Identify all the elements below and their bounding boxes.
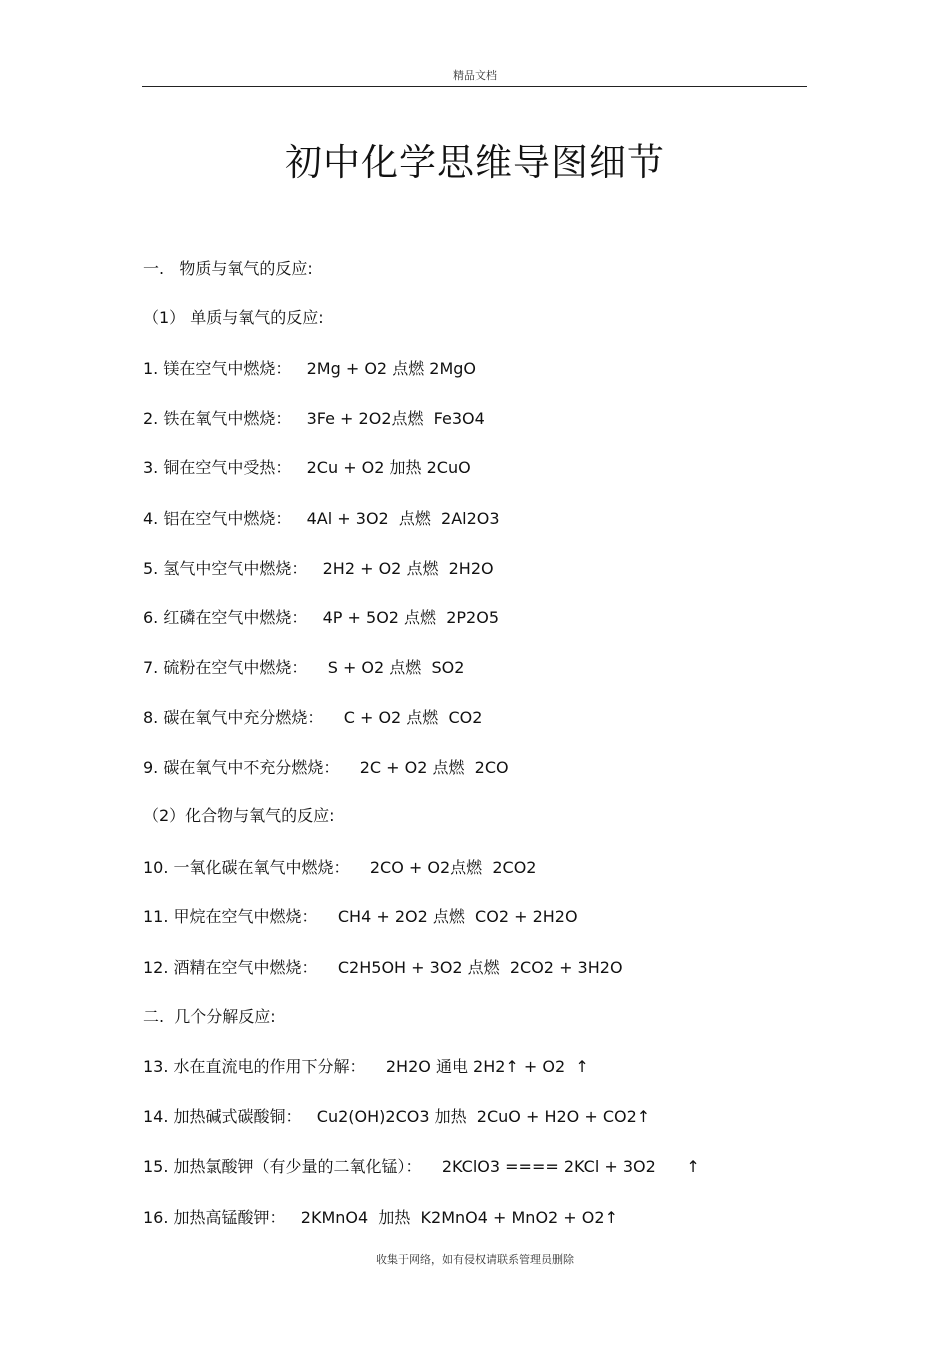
document-title: 初中化学思维导图细节 [285, 141, 665, 184]
section-heading-2: 二. 几个分解反应: [143, 1007, 276, 1026]
reaction-line-16: 16. 加热高锰酸钾： 2KMnO4 加热 K2MnO4 + MnO2 + O2↑ [143, 1208, 618, 1227]
page-footer-text: 收集于网络，如有侵权请联系管理员删除 [376, 1253, 574, 1266]
reaction-line-11: 11. 甲烷在空气中燃烧： CH4 + 2O2 点燃 CO2 + 2H2O [143, 907, 578, 926]
subsection-heading-1: （1） 单质与氧气的反应: [143, 308, 324, 327]
reaction-line-10: 10. 一氧化碳在氧气中燃烧： 2CO + O2点燃 2CO2 [143, 858, 537, 877]
reaction-line-5: 5. 氢气中空气中燃烧： 2H2 + O2 点燃 2H2O [143, 559, 494, 578]
page-header-text: 精品文档 [453, 69, 497, 82]
reaction-line-2: 2. 铁在氧气中燃烧： 3Fe + 2O2点燃 Fe3O4 [143, 409, 485, 428]
reaction-line-12: 12. 酒精在空气中燃烧： C2H5OH + 3O2 点燃 2CO2 + 3H2O [143, 958, 623, 977]
reaction-line-1: 1. 镁在空气中燃烧： 2Mg + O2 点燃 2MgO [143, 359, 477, 378]
reaction-line-8: 8. 碳在氧气中充分燃烧： C + O2 点燃 CO2 [143, 708, 483, 727]
section-heading-1: 一. 物质与氧气的反应: [143, 259, 313, 278]
reaction-line-9: 9. 碳在氧气中不充分燃烧： 2C + O2 点燃 2CO [143, 758, 509, 777]
reaction-line-6: 6. 红磷在空气中燃烧： 4P + 5O2 点燃 2P2O5 [143, 608, 500, 627]
reaction-line-3: 3. 铜在空气中受热： 2Cu + O2 加热 2CuO [143, 458, 471, 477]
reaction-line-14: 14. 加热碱式碳酸铜： Cu2(OH)2CO3 加热 2CuO + H2O + CO2↑ [143, 1107, 651, 1126]
reaction-line-15: 15. 加热氯酸钾（有少量的二氧化锰）： 2KClO3 ==== 2KCl + 3O2 ↑ [143, 1157, 700, 1176]
reaction-line-4: 4. 铝在空气中燃烧： 4Al + 3O2 点燃 2Al2O3 [143, 509, 500, 528]
header-divider [142, 86, 807, 87]
reaction-line-7: 7. 硫粉在空气中燃烧： S + O2 点燃 SO2 [143, 658, 465, 677]
reaction-line-13: 13. 水在直流电的作用下分解： 2H2O 通电 2H2↑ + O2 ↑ [143, 1057, 589, 1076]
subsection-heading-2: （2）化合物与氧气的反应: [143, 806, 335, 825]
